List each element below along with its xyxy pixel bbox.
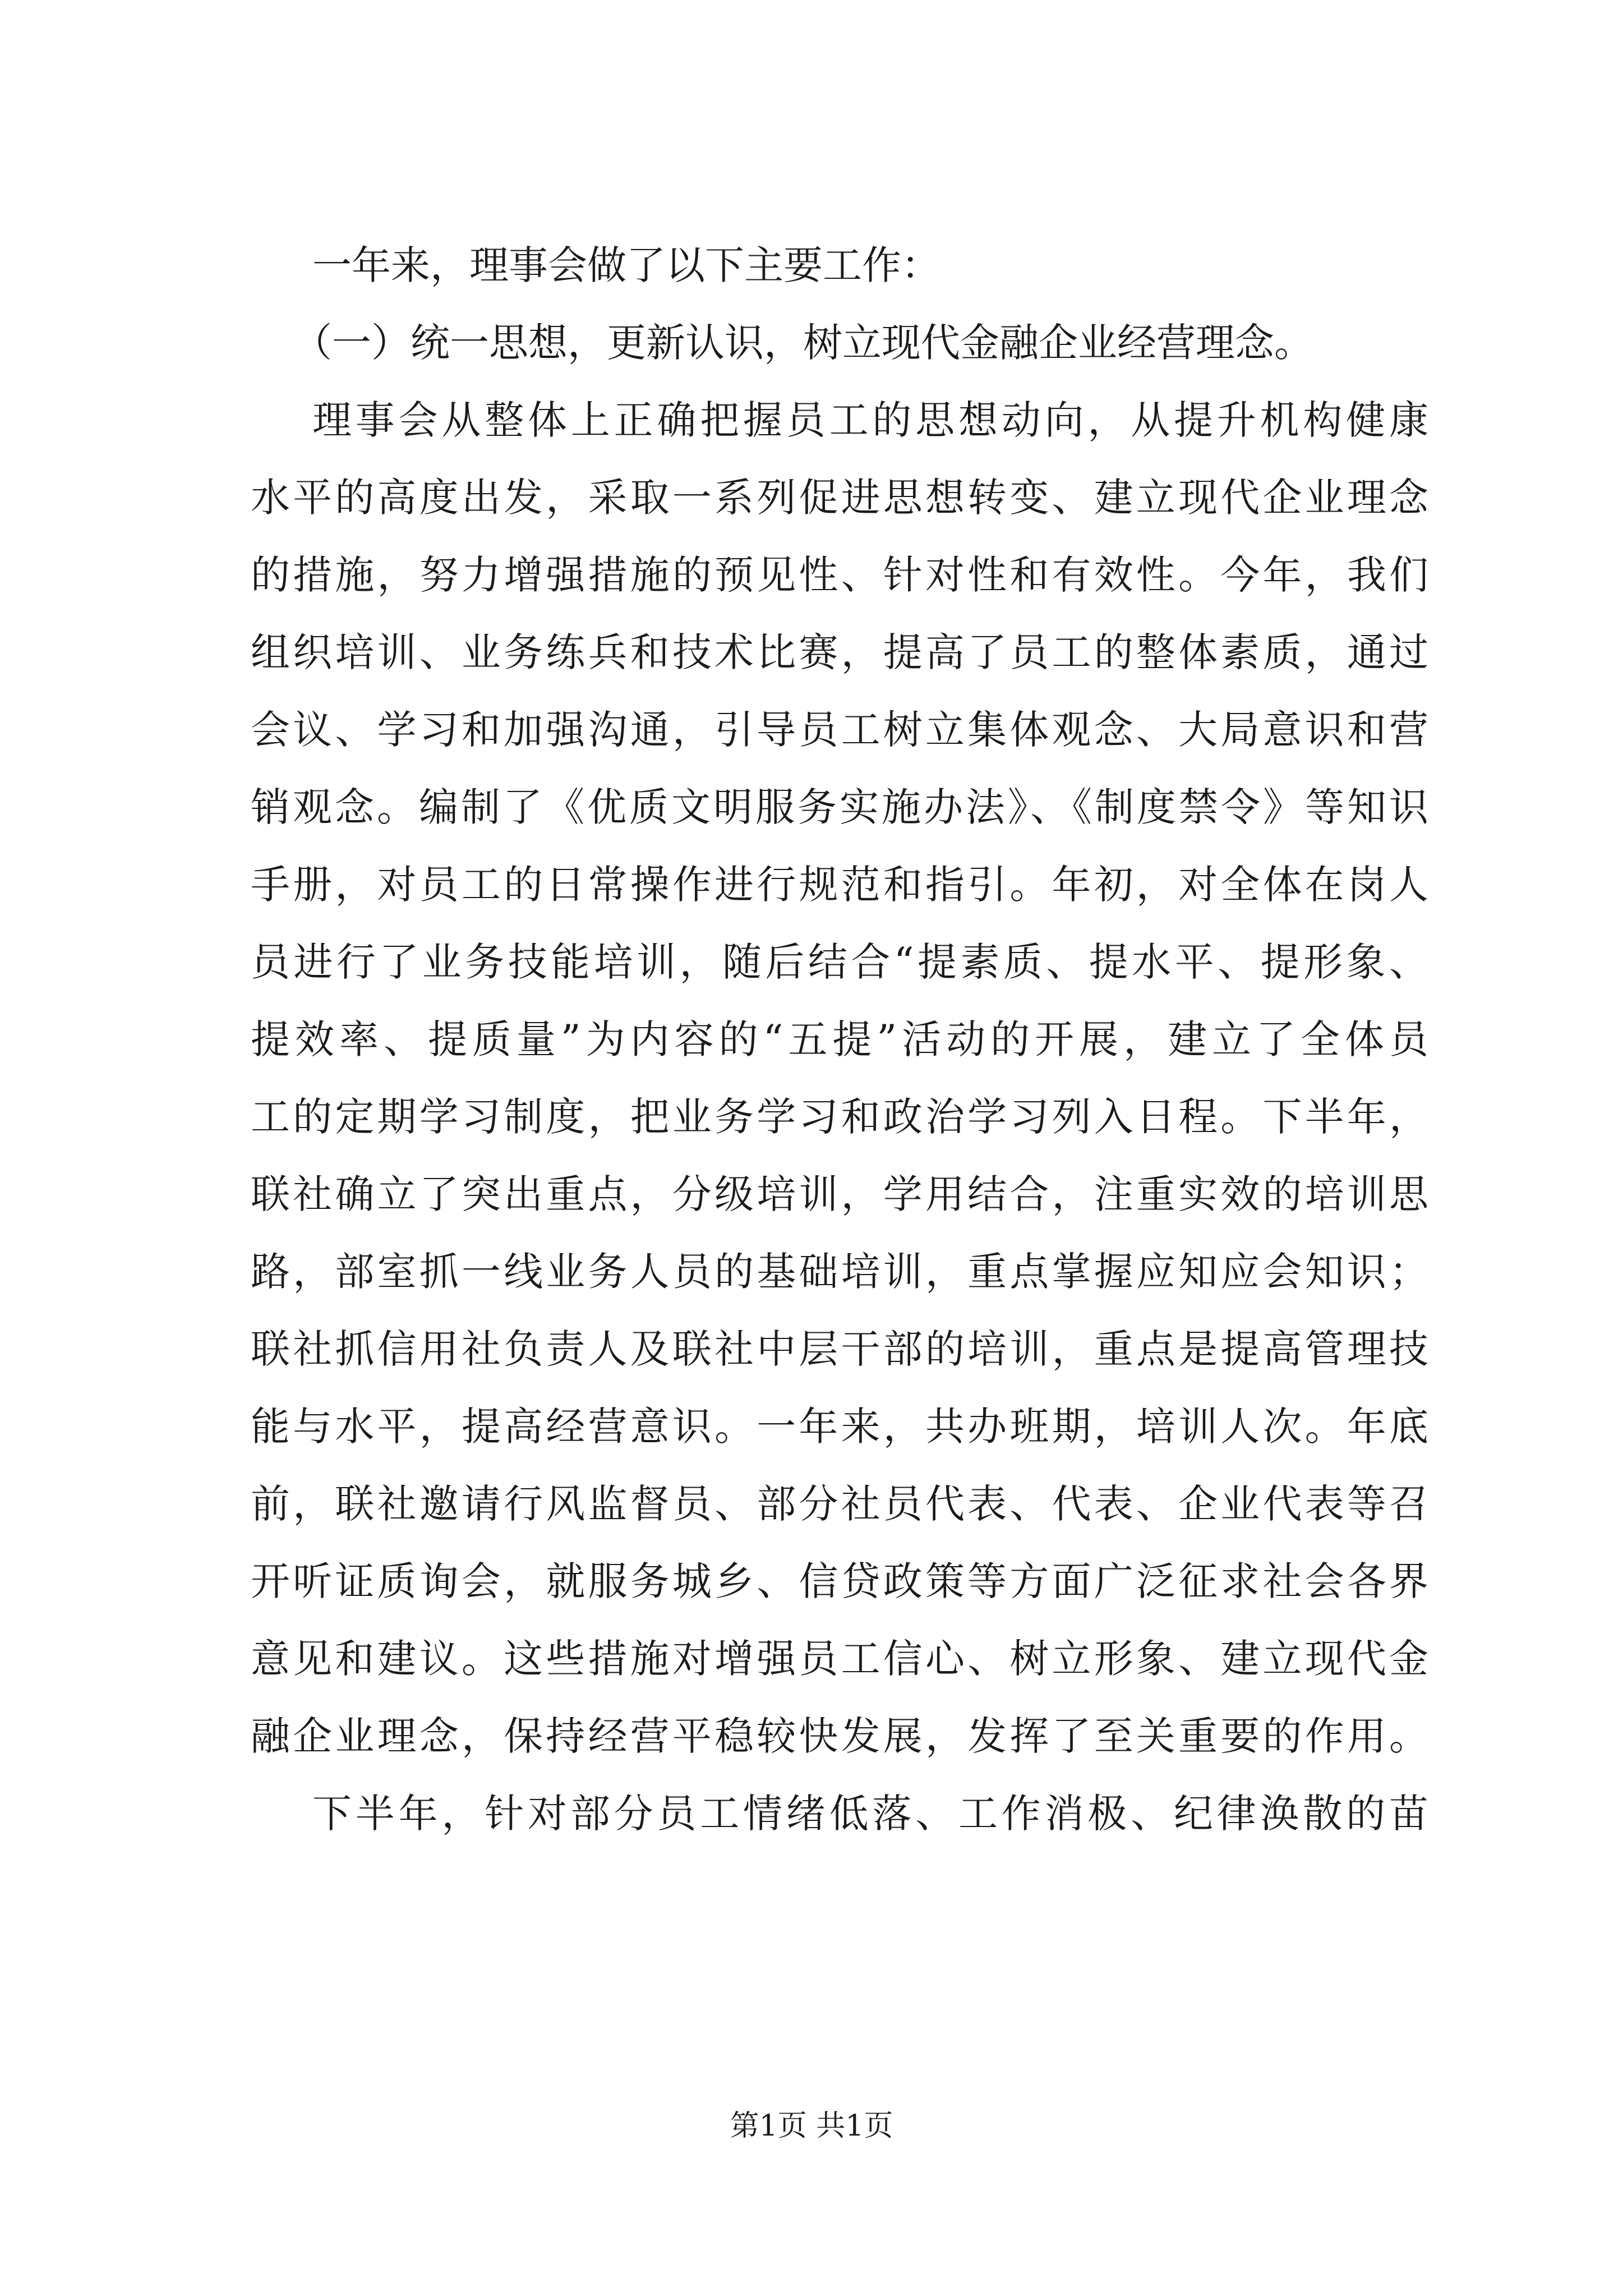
- document-body: [251, 241, 1428, 1838]
- spacer: [251, 367, 1428, 396]
- paragraph-line: 前，联社邀请行风监督员、部分社员代表、代表、企业代表等召: [251, 1481, 1428, 1527]
- paragraph-line: 理事会从整体上正确把握员工的思想动向，从提升机构健康: [312, 397, 1428, 443]
- paragraph-line: 融企业理念，保持经营平稳较快发展，发挥了至关重要的作用。: [251, 1713, 1428, 1759]
- paragraph-line: 销观念。编制了《优质文明服务实施办法》、《制度禁令》等知识: [251, 784, 1428, 830]
- paragraph-line: 组织培训、业务练兵和技术比赛，提高了员工的整体素质，通过: [251, 629, 1428, 675]
- paragraph-line: 能与水平，提高经营意识。一年来，共办班期，培训人次。年底: [251, 1404, 1428, 1450]
- page-footer: 第1页 共1页: [730, 2109, 893, 2143]
- spacer: [251, 1760, 1428, 1789]
- intro-line: 一年来，理事会做了以下主要工作：: [312, 242, 940, 288]
- paragraph-line: 会议、学习和加强沟通，引导员工树立集体观念、大局意识和营: [251, 707, 1428, 753]
- paragraph-line: 路，部室抓一线业务人员的基础培训，重点掌握应知应会知识；: [251, 1249, 1428, 1295]
- paragraph-line: 意见和建议。这些措施对增强员工信心、树立形象、建立现代金: [251, 1636, 1428, 1682]
- paragraph-line: 手册，对员工的日常操作进行规范和指引。年初，对全体在岗人: [251, 862, 1428, 908]
- paragraph-line: 员进行了业务技能培训，随后结合“提素质、提水平、提形象、: [251, 939, 1428, 985]
- paragraph-line: 工的定期学习制度，把业务学习和政治学习列入日程。下半年，: [251, 1094, 1428, 1140]
- paragraph-1: [251, 396, 1428, 1760]
- paragraph-line: 水平的高度出发，采取一系列促进思想转变、建立现代企业理念: [251, 475, 1428, 521]
- spacer: [251, 289, 1428, 319]
- paragraph-line: 联社抓信用社负责人及联社中层干部的培训，重点是提高管理技: [251, 1326, 1428, 1372]
- paragraph-line: 提效率、提质量”为内容的“五提”活动的开展，建立了全体员: [251, 1016, 1428, 1062]
- section-heading: （一）统一思想，更新认识，树立现代金融企业经营理念。: [293, 320, 1313, 366]
- paragraph-line: 的措施，努力增强措施的预见性、针对性和有效性。今年，我们: [251, 552, 1428, 598]
- paragraph-line: 开听证质询会，就服务城乡、信贷政策等方面广泛征求社会各界: [251, 1558, 1428, 1604]
- paragraph-line: 联社确立了突出重点，分级培训，学用结合，注重实效的培训思: [251, 1171, 1428, 1217]
- paragraph-2-line: 下半年，针对部分员工情绪低落、工作消极、纪律涣散的苗: [312, 1791, 1428, 1837]
